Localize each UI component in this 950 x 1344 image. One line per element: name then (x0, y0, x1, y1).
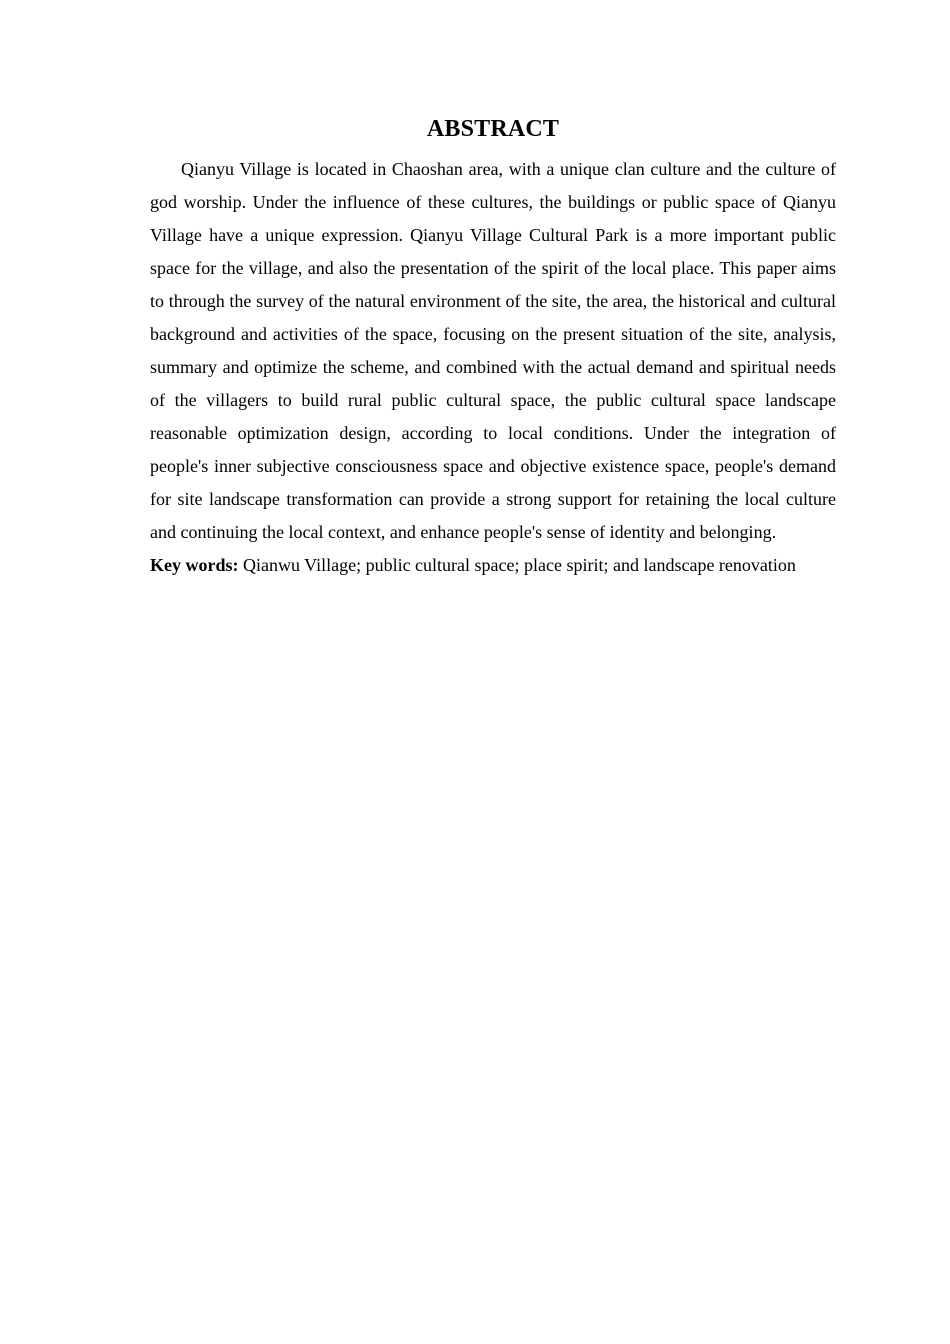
abstract-section (150, 112, 836, 582)
abstract-title: ABSTRACT (426, 116, 560, 142)
abstract-body: Qianyu Village is located in Chaoshan area, with a unique clan culture and the culture of god worship. Under the influence of these cultures, the buildings or public space of Qianyu Village have a unique expression. Qianyu Village Cultural Park is a more important public space for the village, and also the presentation of the spirit of the local place. This paper aims to through the survey of the natural environment of the site, the area, the historical and cultural background and activities of the space, focusing on the present situation of the site, analysis, summary and optimize the scheme, and combined with the actual demand and spiritual needs of the villagers to build rural public cultural space, the public cultural space landscape reasonable optimization design, according to local conditions. Under the integration of people's inner subjective consciousness space and objective existence space, people's demand for site landscape transformation can provide a strong support for retaining the local culture and continuing the local context, and enhance people's sense of identity and belonging. (150, 159, 836, 542)
keywords-label: Key words: (150, 555, 239, 575)
keywords-text: Qianwu Village; public cultural space; place spirit; and landscape renovation (238, 555, 796, 575)
keywords-line (150, 549, 836, 582)
